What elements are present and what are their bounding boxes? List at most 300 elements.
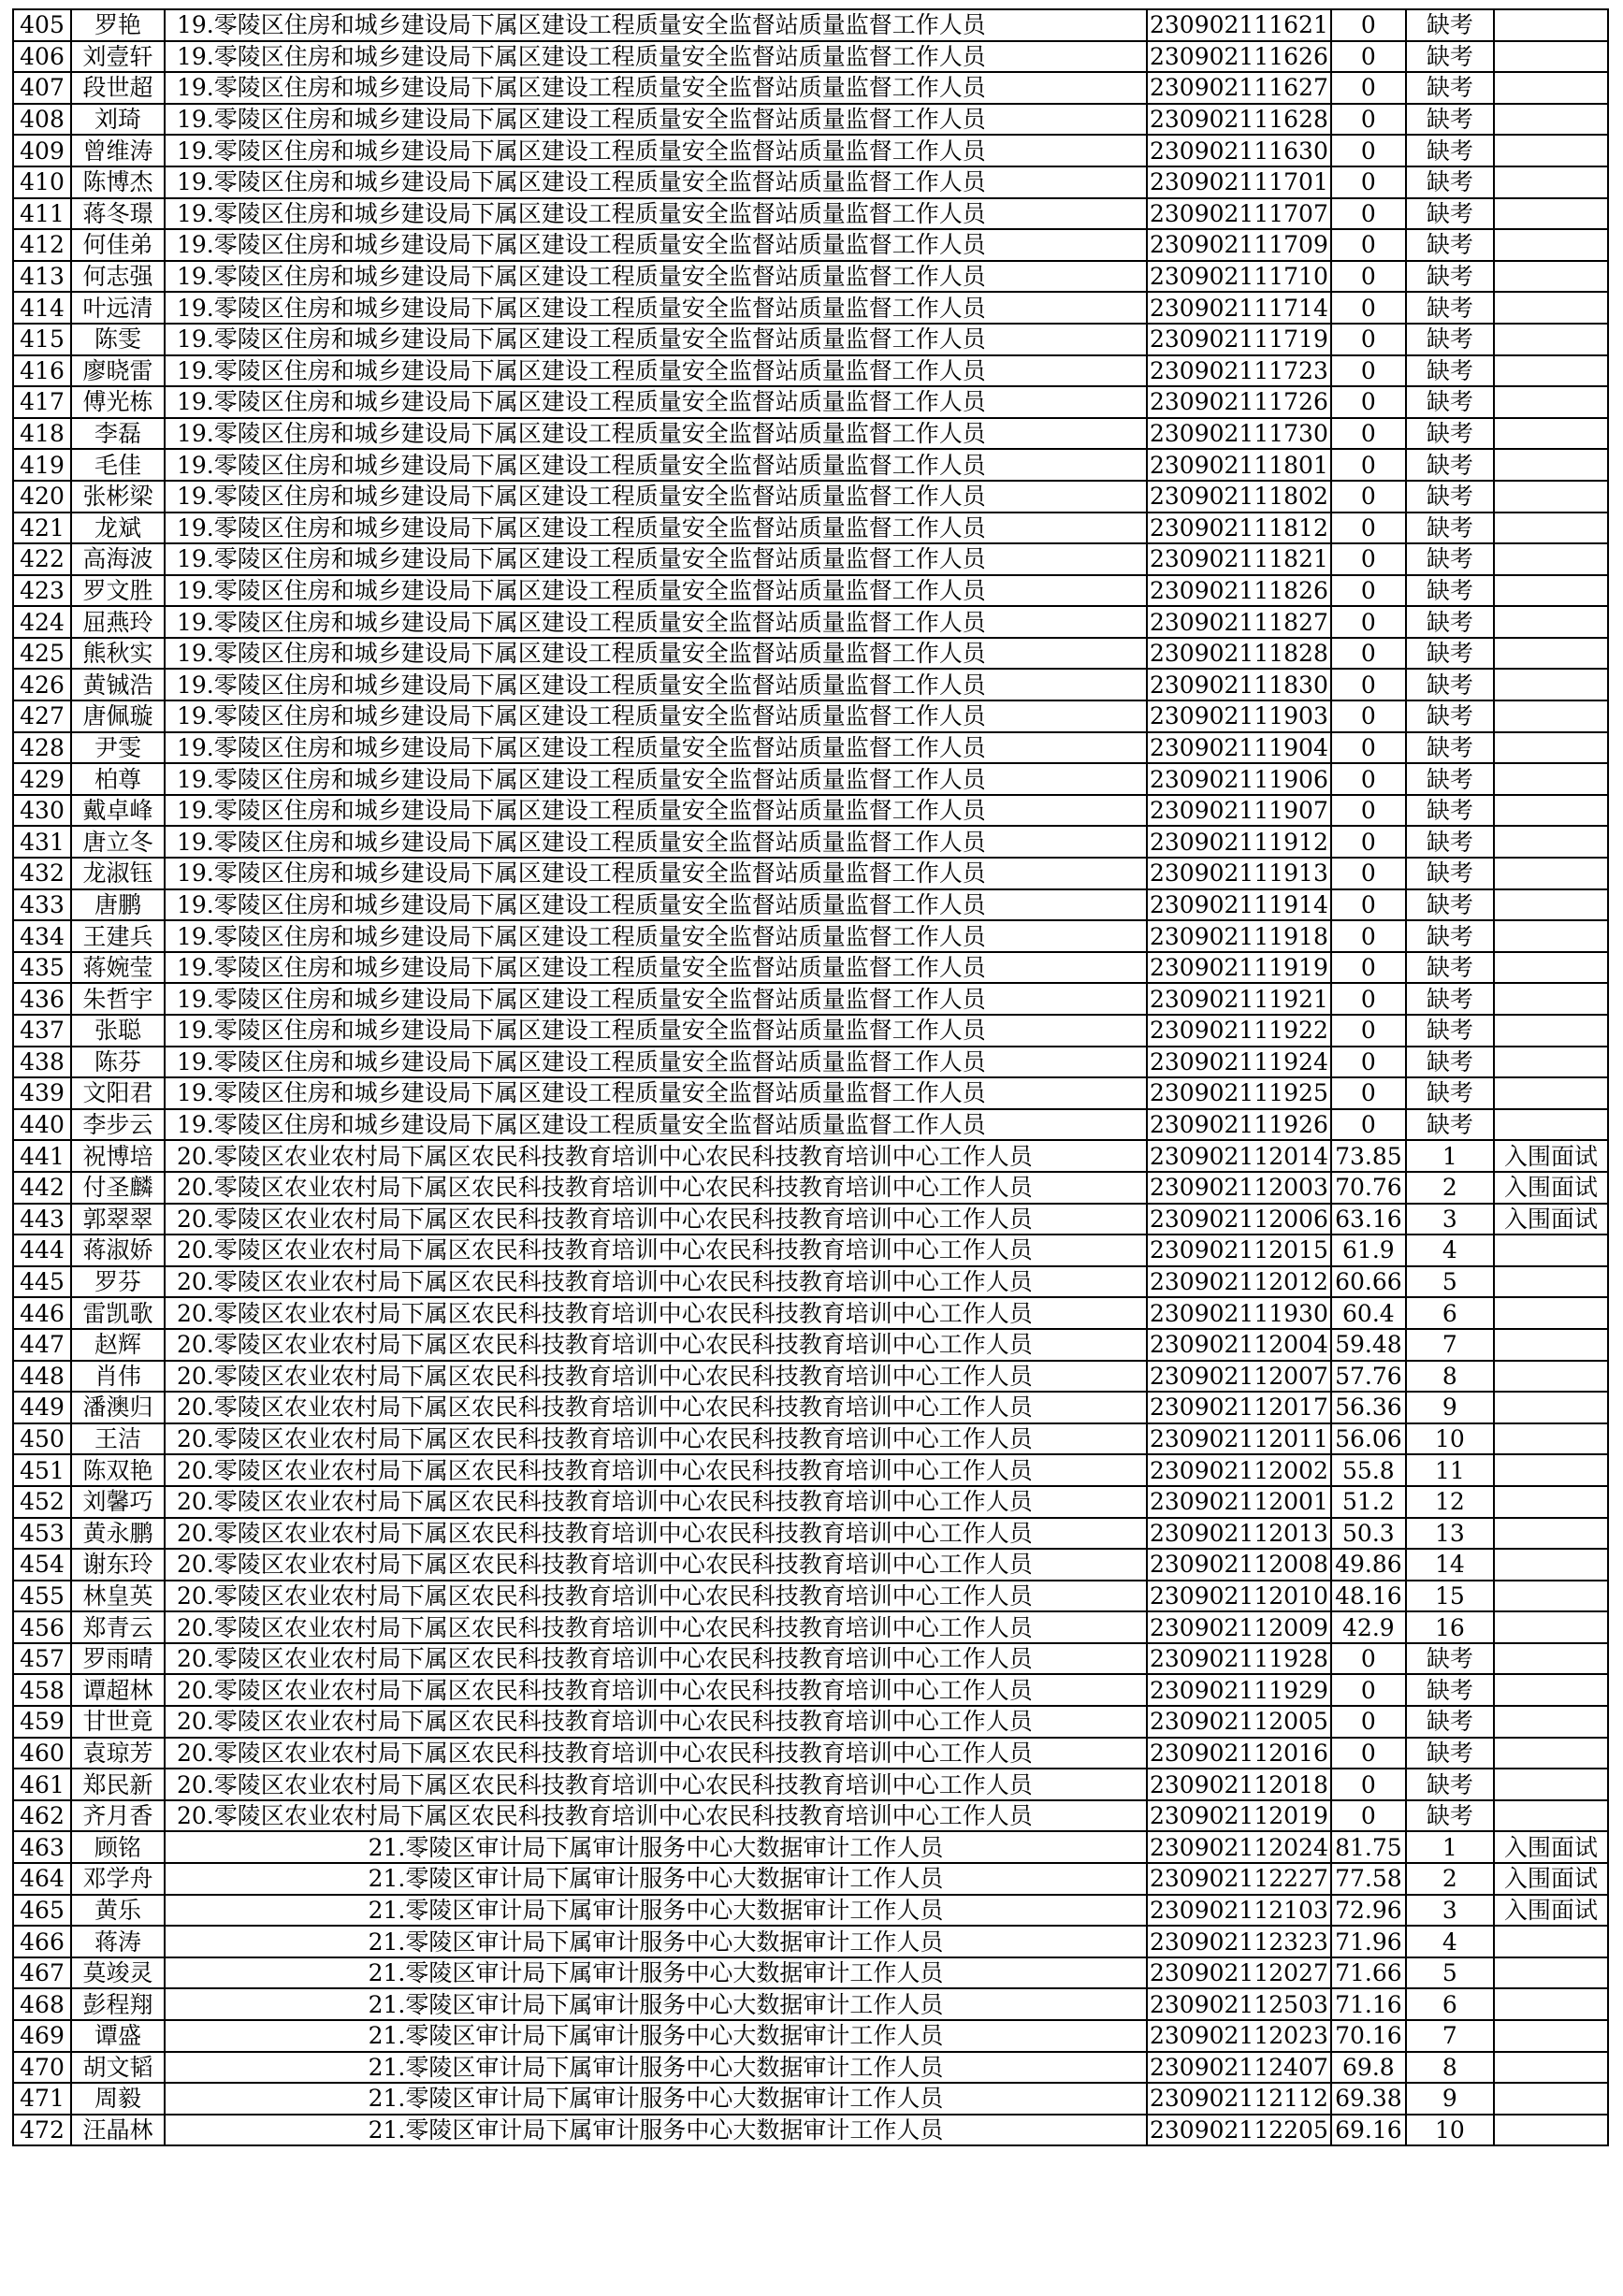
position-name-cell: 19.零陵区住房和城乡建设局下属区建设工程质量安全监督站质量监督工作人员 <box>165 135 1147 166</box>
result-status-cell <box>1494 638 1608 670</box>
ticket-number-cell: 230902111918 <box>1147 920 1331 952</box>
candidate-name-cell: 雷凯歌 <box>71 1297 165 1329</box>
candidate-name-cell: 林皇英 <box>71 1581 165 1612</box>
score-cell: 57.76 <box>1331 1361 1406 1393</box>
result-status-cell <box>1494 889 1608 921</box>
rank-cell: 缺考 <box>1406 795 1494 827</box>
row-number-cell: 411 <box>13 198 71 230</box>
result-status-cell <box>1494 9 1608 41</box>
row-number-cell: 416 <box>13 355 71 387</box>
candidate-name-cell: 朱哲宇 <box>71 983 165 1015</box>
score-cell: 70.76 <box>1331 1172 1406 1204</box>
score-cell: 0 <box>1331 229 1406 261</box>
rank-cell: 缺考 <box>1406 543 1494 575</box>
rank-cell: 缺考 <box>1406 513 1494 544</box>
ticket-number-cell: 230902111801 <box>1147 449 1331 481</box>
rank-cell: 缺考 <box>1406 1738 1494 1769</box>
row-number-cell: 470 <box>13 2052 71 2084</box>
position-name-cell: 21.零陵区审计局下属审计服务中心大数据审计工作人员 <box>165 2020 1147 2052</box>
row-number-cell: 408 <box>13 104 71 136</box>
row-number-cell: 435 <box>13 952 71 984</box>
candidate-name-cell: 高海波 <box>71 543 165 575</box>
ticket-number-cell: 230902112013 <box>1147 1518 1331 1550</box>
row-number-cell: 410 <box>13 166 71 198</box>
row-number-cell: 426 <box>13 669 71 700</box>
candidate-name-cell: 郭翠翠 <box>71 1204 165 1235</box>
rank-cell: 缺考 <box>1406 449 1494 481</box>
position-name-cell: 21.零陵区审计局下属审计服务中心大数据审计工作人员 <box>165 1988 1147 2020</box>
table-row <box>13 1204 1608 1235</box>
table-row <box>13 889 1608 921</box>
ticket-number-cell: 230902111912 <box>1147 826 1331 858</box>
ticket-number-cell: 230902112227 <box>1147 1863 1331 1895</box>
table-row <box>13 1769 1608 1800</box>
position-name-cell: 19.零陵区住房和城乡建设局下属区建设工程质量安全监督站质量监督工作人员 <box>165 952 1147 984</box>
position-name-cell: 19.零陵区住房和城乡建设局下属区建设工程质量安全监督站质量监督工作人员 <box>165 72 1147 104</box>
result-status-cell <box>1494 858 1608 889</box>
ticket-number-cell: 230902112407 <box>1147 2052 1331 2084</box>
ticket-number-cell: 230902112205 <box>1147 2115 1331 2146</box>
rank-cell: 8 <box>1406 2052 1494 2084</box>
ticket-number-cell: 230902111906 <box>1147 763 1331 795</box>
rank-cell: 缺考 <box>1406 292 1494 324</box>
result-status-cell <box>1494 1611 1608 1643</box>
ticket-number-cell: 230902111925 <box>1147 1077 1331 1109</box>
result-status-cell <box>1494 1643 1608 1675</box>
result-status-cell <box>1494 1077 1608 1109</box>
table-row <box>13 1738 1608 1769</box>
result-status-cell: 入围面试 <box>1494 1204 1608 1235</box>
table-row <box>13 1077 1608 1109</box>
result-status-cell: 入围面试 <box>1494 1895 1608 1927</box>
table-row <box>13 858 1608 889</box>
position-name-cell: 19.零陵区住房和城乡建设局下属区建设工程质量安全监督站质量监督工作人员 <box>165 481 1147 513</box>
result-status-cell <box>1494 481 1608 513</box>
table-row <box>13 952 1608 984</box>
table-row <box>13 826 1608 858</box>
position-name-cell: 19.零陵区住房和城乡建设局下属区建设工程质量安全监督站质量监督工作人员 <box>165 198 1147 230</box>
candidate-name-cell: 柏尊 <box>71 763 165 795</box>
ticket-number-cell: 230902111630 <box>1147 135 1331 166</box>
result-status-cell <box>1494 1738 1608 1769</box>
row-number-cell: 468 <box>13 1988 71 2020</box>
result-status-cell <box>1494 1926 1608 1957</box>
position-name-cell: 20.零陵区农业农村局下属区农民科技教育培训中心农民科技教育培训中心工作人员 <box>165 1769 1147 1800</box>
candidate-name-cell: 王建兵 <box>71 920 165 952</box>
rank-cell: 缺考 <box>1406 575 1494 607</box>
ticket-number-cell: 230902111627 <box>1147 72 1331 104</box>
candidate-name-cell: 谭超林 <box>71 1674 165 1706</box>
table-row <box>13 606 1608 638</box>
ticket-number-cell: 230902111926 <box>1147 1109 1331 1141</box>
score-cell: 0 <box>1331 606 1406 638</box>
candidate-name-cell: 郑民新 <box>71 1769 165 1800</box>
score-cell: 73.85 <box>1331 1140 1406 1172</box>
ticket-number-cell: 230902111707 <box>1147 198 1331 230</box>
candidate-name-cell: 李磊 <box>71 418 165 450</box>
rank-cell: 2 <box>1406 1863 1494 1895</box>
result-status-cell <box>1494 166 1608 198</box>
candidate-name-cell: 陈博杰 <box>71 166 165 198</box>
rank-cell: 16 <box>1406 1611 1494 1643</box>
result-status-cell <box>1494 952 1608 984</box>
rank-cell: 缺考 <box>1406 135 1494 166</box>
score-cell: 0 <box>1331 700 1406 732</box>
rank-cell: 缺考 <box>1406 638 1494 670</box>
candidate-name-cell: 傅光栋 <box>71 386 165 418</box>
position-name-cell: 19.零陵区住房和城乡建设局下属区建设工程质量安全监督站质量监督工作人员 <box>165 1109 1147 1141</box>
position-name-cell: 20.零陵区农业农村局下属区农民科技教育培训中心农民科技教育培训中心工作人员 <box>165 1266 1147 1298</box>
row-number-cell: 456 <box>13 1611 71 1643</box>
result-status-cell: 入围面试 <box>1494 1863 1608 1895</box>
row-number-cell: 436 <box>13 983 71 1015</box>
row-number-cell: 449 <box>13 1392 71 1423</box>
table-row <box>13 1581 1608 1612</box>
table-row <box>13 2020 1608 2052</box>
score-cell: 0 <box>1331 1674 1406 1706</box>
score-cell: 63.16 <box>1331 1204 1406 1235</box>
table-row <box>13 1235 1608 1266</box>
result-status-cell <box>1494 1674 1608 1706</box>
rank-cell: 3 <box>1406 1204 1494 1235</box>
result-status-cell <box>1494 513 1608 544</box>
row-number-cell: 428 <box>13 732 71 764</box>
row-number-cell: 425 <box>13 638 71 670</box>
row-number-cell: 437 <box>13 1015 71 1047</box>
position-name-cell: 20.零陵区农业农村局下属区农民科技教育培训中心农民科技教育培训中心工作人员 <box>165 1518 1147 1550</box>
row-number-cell: 445 <box>13 1266 71 1298</box>
score-cell: 42.9 <box>1331 1611 1406 1643</box>
rank-cell: 缺考 <box>1406 700 1494 732</box>
candidate-name-cell: 陈雯 <box>71 324 165 355</box>
candidate-name-cell: 唐立冬 <box>71 826 165 858</box>
table-row <box>13 1800 1608 1832</box>
candidate-name-cell: 黄乐 <box>71 1895 165 1927</box>
candidate-name-cell: 唐佩璇 <box>71 700 165 732</box>
rank-cell: 6 <box>1406 1297 1494 1329</box>
rank-cell: 缺考 <box>1406 983 1494 1015</box>
candidate-name-cell: 罗文胜 <box>71 575 165 607</box>
result-status-cell <box>1494 1392 1608 1423</box>
candidate-name-cell: 戴卓峰 <box>71 795 165 827</box>
table-row <box>13 920 1608 952</box>
result-status-cell <box>1494 1769 1608 1800</box>
ticket-number-cell: 230902111719 <box>1147 324 1331 355</box>
candidate-name-cell: 唐鹏 <box>71 889 165 921</box>
rank-cell: 缺考 <box>1406 1643 1494 1675</box>
position-name-cell: 20.零陵区农业农村局下属区农民科技教育培训中心农民科技教育培训中心工作人员 <box>165 1454 1147 1486</box>
result-status-cell <box>1494 1454 1608 1486</box>
candidate-name-cell: 周毅 <box>71 2083 165 2115</box>
table-row <box>13 2115 1608 2146</box>
ticket-number-cell: 230902111930 <box>1147 1297 1331 1329</box>
rank-cell: 6 <box>1406 1988 1494 2020</box>
ticket-number-cell: 230902112015 <box>1147 1235 1331 1266</box>
row-number-cell: 407 <box>13 72 71 104</box>
candidate-name-cell: 陈芬 <box>71 1047 165 1078</box>
row-number-cell: 443 <box>13 1204 71 1235</box>
position-name-cell: 19.零陵区住房和城乡建设局下属区建设工程质量安全监督站质量监督工作人员 <box>165 763 1147 795</box>
position-name-cell: 19.零陵区住房和城乡建设局下属区建设工程质量安全监督站质量监督工作人员 <box>165 292 1147 324</box>
row-number-cell: 433 <box>13 889 71 921</box>
position-name-cell: 19.零陵区住房和城乡建设局下属区建设工程质量安全监督站质量监督工作人员 <box>165 104 1147 136</box>
ticket-number-cell: 230902111922 <box>1147 1015 1331 1047</box>
ticket-number-cell: 230902111714 <box>1147 292 1331 324</box>
score-cell: 0 <box>1331 732 1406 764</box>
position-name-cell: 20.零陵区农业农村局下属区农民科技教育培训中心农民科技教育培训中心工作人员 <box>165 1392 1147 1423</box>
position-name-cell: 21.零陵区审计局下属审计服务中心大数据审计工作人员 <box>165 1863 1147 1895</box>
result-status-cell <box>1494 606 1608 638</box>
table-row <box>13 1674 1608 1706</box>
candidate-name-cell: 谭盛 <box>71 2020 165 2052</box>
row-number-cell: 467 <box>13 1957 71 1989</box>
rank-cell: 9 <box>1406 2083 1494 2115</box>
score-cell: 0 <box>1331 166 1406 198</box>
row-number-cell: 446 <box>13 1297 71 1329</box>
ticket-number-cell: 230902112007 <box>1147 1361 1331 1393</box>
result-status-cell <box>1494 1109 1608 1141</box>
row-number-cell: 406 <box>13 41 71 73</box>
row-number-cell: 431 <box>13 826 71 858</box>
row-number-cell: 405 <box>13 9 71 41</box>
rank-cell: 缺考 <box>1406 1706 1494 1738</box>
score-cell: 51.2 <box>1331 1486 1406 1518</box>
row-number-cell: 466 <box>13 1926 71 1957</box>
candidate-name-cell: 赵辉 <box>71 1329 165 1361</box>
score-cell: 69.8 <box>1331 2052 1406 2084</box>
score-cell: 0 <box>1331 920 1406 952</box>
rank-cell: 1 <box>1406 1831 1494 1863</box>
score-cell: 0 <box>1331 1800 1406 1832</box>
result-status-cell <box>1494 1423 1608 1455</box>
candidate-name-cell: 齐月香 <box>71 1800 165 1832</box>
candidate-name-cell: 汪晶林 <box>71 2115 165 2146</box>
position-name-cell: 21.零陵区审计局下属审计服务中心大数据审计工作人员 <box>165 1957 1147 1989</box>
score-cell: 70.16 <box>1331 2020 1406 2052</box>
row-number-cell: 442 <box>13 1172 71 1204</box>
rank-cell: 缺考 <box>1406 72 1494 104</box>
table-row <box>13 1957 1608 1989</box>
table-row <box>13 418 1608 450</box>
ticket-number-cell: 230902112024 <box>1147 1831 1331 1863</box>
rank-cell: 缺考 <box>1406 41 1494 73</box>
row-number-cell: 414 <box>13 292 71 324</box>
result-status-cell <box>1494 1800 1608 1832</box>
score-cell: 0 <box>1331 826 1406 858</box>
position-name-cell: 19.零陵区住房和城乡建设局下属区建设工程质量安全监督站质量监督工作人员 <box>165 41 1147 73</box>
row-number-cell: 439 <box>13 1077 71 1109</box>
table-row <box>13 638 1608 670</box>
row-number-cell: 440 <box>13 1109 71 1141</box>
position-name-cell: 19.零陵区住房和城乡建设局下属区建设工程质量安全监督站质量监督工作人员 <box>165 261 1147 293</box>
table-row <box>13 1518 1608 1550</box>
candidate-name-cell: 黄永鹏 <box>71 1518 165 1550</box>
rank-cell: 缺考 <box>1406 732 1494 764</box>
row-number-cell: 409 <box>13 135 71 166</box>
score-cell: 0 <box>1331 1077 1406 1109</box>
score-cell: 0 <box>1331 261 1406 293</box>
position-name-cell: 19.零陵区住房和城乡建设局下属区建设工程质量安全监督站质量监督工作人员 <box>165 543 1147 575</box>
rank-cell: 缺考 <box>1406 229 1494 261</box>
candidate-name-cell: 顾铭 <box>71 1831 165 1863</box>
result-status-cell <box>1494 983 1608 1015</box>
row-number-cell: 459 <box>13 1706 71 1738</box>
rank-cell: 5 <box>1406 1957 1494 1989</box>
score-cell: 0 <box>1331 386 1406 418</box>
result-status-cell <box>1494 1015 1608 1047</box>
score-cell: 50.3 <box>1331 1518 1406 1550</box>
candidate-name-cell: 蒋婉莹 <box>71 952 165 984</box>
rank-cell: 2 <box>1406 1172 1494 1204</box>
table-row <box>13 543 1608 575</box>
table-row <box>13 1706 1608 1738</box>
position-name-cell: 20.零陵区农业农村局下属区农民科技教育培训中心农民科技教育培训中心工作人员 <box>165 1611 1147 1643</box>
score-cell: 0 <box>1331 1047 1406 1078</box>
ticket-number-cell: 230902111730 <box>1147 418 1331 450</box>
candidate-name-cell: 祝博培 <box>71 1140 165 1172</box>
position-name-cell: 20.零陵区农业农村局下属区农民科技教育培训中心农民科技教育培训中心工作人员 <box>165 1235 1147 1266</box>
row-number-cell: 444 <box>13 1235 71 1266</box>
rank-cell: 缺考 <box>1406 1015 1494 1047</box>
row-number-cell: 412 <box>13 229 71 261</box>
result-status-cell <box>1494 1581 1608 1612</box>
candidate-name-cell: 彭程翔 <box>71 1988 165 2020</box>
row-number-cell: 472 <box>13 2115 71 2146</box>
row-number-cell: 455 <box>13 1581 71 1612</box>
candidate-name-cell: 叶远清 <box>71 292 165 324</box>
score-cell: 0 <box>1331 418 1406 450</box>
row-number-cell: 418 <box>13 418 71 450</box>
row-number-cell: 423 <box>13 575 71 607</box>
position-name-cell: 19.零陵区住房和城乡建设局下属区建设工程质量安全监督站质量监督工作人员 <box>165 355 1147 387</box>
table-row <box>13 1329 1608 1361</box>
rank-cell: 缺考 <box>1406 763 1494 795</box>
position-name-cell: 19.零陵区住房和城乡建设局下属区建设工程质量安全监督站质量监督工作人员 <box>165 983 1147 1015</box>
position-name-cell: 21.零陵区审计局下属审计服务中心大数据审计工作人员 <box>165 1926 1147 1957</box>
score-cell: 0 <box>1331 858 1406 889</box>
result-status-cell: 入围面试 <box>1494 1172 1608 1204</box>
rank-cell: 缺考 <box>1406 1769 1494 1800</box>
ticket-number-cell: 230902112009 <box>1147 1611 1331 1643</box>
score-cell: 69.38 <box>1331 2083 1406 2115</box>
score-cell: 0 <box>1331 1015 1406 1047</box>
score-cell: 71.96 <box>1331 1926 1406 1957</box>
ticket-number-cell: 230902111928 <box>1147 1643 1331 1675</box>
ticket-number-cell: 230902111821 <box>1147 543 1331 575</box>
rank-cell: 缺考 <box>1406 858 1494 889</box>
candidate-name-cell: 蒋淑娇 <box>71 1235 165 1266</box>
result-status-cell <box>1494 575 1608 607</box>
table-row <box>13 1172 1608 1204</box>
table-row <box>13 1863 1608 1895</box>
score-cell: 59.48 <box>1331 1329 1406 1361</box>
row-number-cell: 452 <box>13 1486 71 1518</box>
table-row <box>13 324 1608 355</box>
position-name-cell: 19.零陵区住房和城乡建设局下属区建设工程质量安全监督站质量监督工作人员 <box>165 386 1147 418</box>
ticket-number-cell: 230902111710 <box>1147 261 1331 293</box>
result-status-cell <box>1494 418 1608 450</box>
rank-cell: 缺考 <box>1406 1800 1494 1832</box>
ticket-number-cell: 230902111929 <box>1147 1674 1331 1706</box>
row-number-cell: 464 <box>13 1863 71 1895</box>
score-cell: 0 <box>1331 575 1406 607</box>
rank-cell: 4 <box>1406 1235 1494 1266</box>
ticket-number-cell: 230902111907 <box>1147 795 1331 827</box>
position-name-cell: 19.零陵区住房和城乡建设局下属区建设工程质量安全监督站质量监督工作人员 <box>165 166 1147 198</box>
score-cell: 0 <box>1331 638 1406 670</box>
rank-cell: 10 <box>1406 1423 1494 1455</box>
rank-cell: 缺考 <box>1406 1109 1494 1141</box>
table-row <box>13 135 1608 166</box>
row-number-cell: 438 <box>13 1047 71 1078</box>
score-cell: 71.16 <box>1331 1988 1406 2020</box>
candidate-name-cell: 何佳弟 <box>71 229 165 261</box>
ticket-number-cell: 230902112023 <box>1147 2020 1331 2052</box>
row-number-cell: 460 <box>13 1738 71 1769</box>
rank-cell: 缺考 <box>1406 481 1494 513</box>
rank-cell: 4 <box>1406 1926 1494 1957</box>
ticket-number-cell: 230902112010 <box>1147 1581 1331 1612</box>
candidate-name-cell: 罗雨晴 <box>71 1643 165 1675</box>
result-status-cell <box>1494 1486 1608 1518</box>
ticket-number-cell: 230902112103 <box>1147 1895 1331 1927</box>
rank-cell: 15 <box>1406 1581 1494 1612</box>
ticket-number-cell: 230902112016 <box>1147 1738 1331 1769</box>
position-name-cell: 20.零陵区农业农村局下属区农民科技教育培训中心农民科技教育培训中心工作人员 <box>165 1361 1147 1393</box>
result-status-cell <box>1494 72 1608 104</box>
table-row <box>13 449 1608 481</box>
ticket-number-cell: 230902111726 <box>1147 386 1331 418</box>
row-number-cell: 427 <box>13 700 71 732</box>
rank-cell: 缺考 <box>1406 606 1494 638</box>
candidate-name-cell: 罗芬 <box>71 1266 165 1298</box>
table-row <box>13 1015 1608 1047</box>
score-cell: 0 <box>1331 1706 1406 1738</box>
rank-cell: 缺考 <box>1406 1077 1494 1109</box>
position-name-cell: 21.零陵区审计局下属审计服务中心大数据审计工作人员 <box>165 1831 1147 1863</box>
position-name-cell: 19.零陵区住房和城乡建设局下属区建设工程质量安全监督站质量监督工作人员 <box>165 795 1147 827</box>
rank-cell: 5 <box>1406 1266 1494 1298</box>
position-name-cell: 19.零陵区住房和城乡建设局下属区建设工程质量安全监督站质量监督工作人员 <box>165 418 1147 450</box>
table-row <box>13 1361 1608 1393</box>
row-number-cell: 451 <box>13 1454 71 1486</box>
score-cell: 0 <box>1331 1769 1406 1800</box>
ticket-number-cell: 230902111921 <box>1147 983 1331 1015</box>
candidate-name-cell: 刘壹轩 <box>71 41 165 73</box>
ticket-number-cell: 230902112012 <box>1147 1266 1331 1298</box>
ticket-number-cell: 230902111827 <box>1147 606 1331 638</box>
position-name-cell: 19.零陵区住房和城乡建设局下属区建设工程质量安全监督站质量监督工作人员 <box>165 229 1147 261</box>
score-cell: 0 <box>1331 198 1406 230</box>
position-name-cell: 20.零陵区农业农村局下属区农民科技教育培训中心农民科技教育培训中心工作人员 <box>165 1172 1147 1204</box>
ticket-number-cell: 230902112018 <box>1147 1769 1331 1800</box>
candidate-name-cell: 刘琦 <box>71 104 165 136</box>
score-cell: 0 <box>1331 763 1406 795</box>
result-status-cell: 入围面试 <box>1494 1140 1608 1172</box>
row-number-cell: 457 <box>13 1643 71 1675</box>
table-row <box>13 41 1608 73</box>
score-cell: 0 <box>1331 1738 1406 1769</box>
result-status-cell <box>1494 104 1608 136</box>
position-name-cell: 21.零陵区审计局下属审计服务中心大数据审计工作人员 <box>165 2083 1147 2115</box>
position-name-cell: 20.零陵区农业农村局下属区农民科技教育培训中心农民科技教育培训中心工作人员 <box>165 1738 1147 1769</box>
candidate-name-cell: 邓学舟 <box>71 1863 165 1895</box>
result-status-cell <box>1494 700 1608 732</box>
ticket-number-cell: 230902111723 <box>1147 355 1331 387</box>
score-cell: 0 <box>1331 1109 1406 1141</box>
row-number-cell: 430 <box>13 795 71 827</box>
result-status-cell <box>1494 386 1608 418</box>
